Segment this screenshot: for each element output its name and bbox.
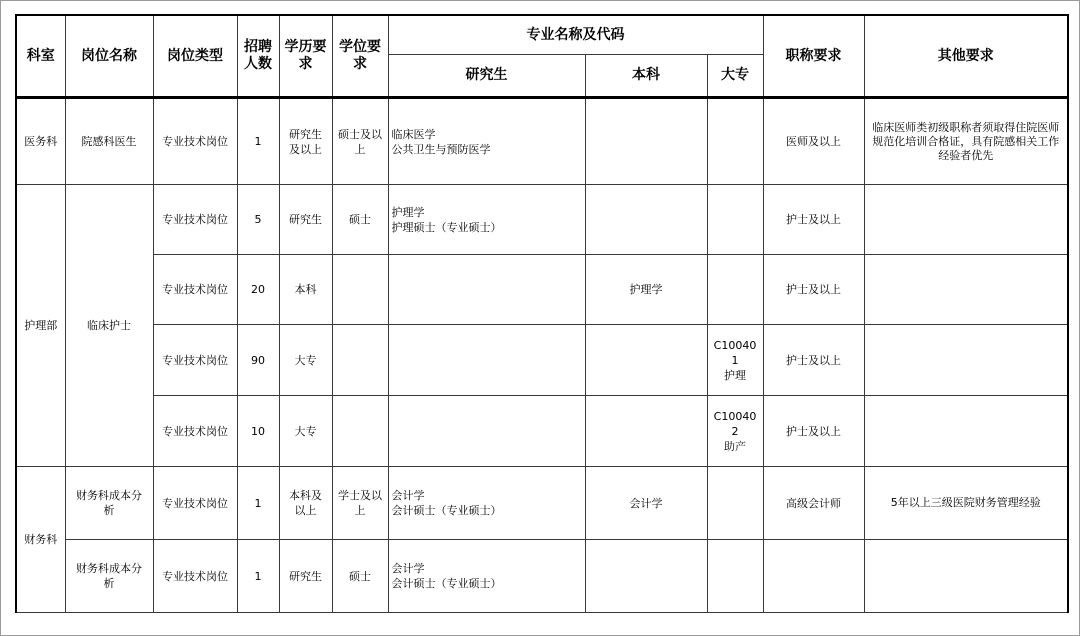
cell-dept: 护理部 [16,185,65,467]
cell-count: 5 [237,185,279,255]
cell-title-req [763,540,864,613]
cell-other-req [864,185,1068,255]
cell-count: 90 [237,325,279,396]
cell-other-req: 5年以上三级医院财务管理经验 [864,467,1068,540]
cell-post-type: 专业技术岗位 [153,325,237,396]
cell-post-type: 专业技术岗位 [153,540,237,613]
header-post-type: 岗位类型 [153,15,237,98]
header-major-college: 大专 [707,55,763,98]
cell-edu: 本科 [279,255,332,325]
header-major-bachelor: 本科 [585,55,707,98]
header-edu: 学历要 求 [279,15,332,98]
cell-major-grad: 会计学 会计硕士（专业硕士） [388,467,585,540]
cell-degree [332,255,388,325]
cell-other-req [864,396,1068,467]
cell-title-req: 护士及以上 [763,325,864,396]
cell-title-req: 医师及以上 [763,98,864,185]
cell-degree: 硕士 [332,540,388,613]
header-major-group: 专业名称及代码 [388,15,763,55]
header-title-req: 职称要求 [763,15,864,98]
cell-major-bachelor: 护理学 [585,255,707,325]
header-count: 招聘 人数 [237,15,279,98]
cell-title-req: 护士及以上 [763,255,864,325]
cell-major-bachelor [585,396,707,467]
cell-other-req [864,255,1068,325]
table-row [16,185,1068,255]
header-dept: 科室 [16,15,65,98]
cell-major-college [707,540,763,613]
cell-major-grad [388,255,585,325]
cell-dept: 医务科 [16,98,65,185]
cell-post-name: 财务科成本分 析 [65,540,153,613]
cell-count: 1 [237,540,279,613]
table-row [16,396,1068,467]
cell-edu: 本科及 以上 [279,467,332,540]
cell-major-college [707,185,763,255]
cell-major-bachelor [585,185,707,255]
cell-major-grad [388,325,585,396]
cell-count: 10 [237,396,279,467]
cell-other-req: 临床医师类初级职称者须取得住院医师规范化培训合格证，具有院感相关工作经验者优先 [864,98,1068,185]
cell-major-bachelor [585,98,707,185]
header-major-grad: 研究生 [388,55,585,98]
cell-major-college [707,467,763,540]
cell-degree: 硕士及以 上 [332,98,388,185]
cell-dept: 财务科 [16,467,65,613]
cell-major-grad: 会计学 会计硕士（专业硕士） [388,540,585,613]
table-row [16,467,1068,540]
cell-count: 20 [237,255,279,325]
table-row [16,255,1068,325]
table-row [16,98,1068,185]
recruitment-table [15,14,1069,613]
cell-major-bachelor: 会计学 [585,467,707,540]
cell-edu: 研究生 [279,540,332,613]
cell-post-type: 专业技术岗位 [153,255,237,325]
header-other-req: 其他要求 [864,15,1068,98]
cell-degree: 学士及以 上 [332,467,388,540]
header-degree: 学位要 求 [332,15,388,98]
cell-post-type: 专业技术岗位 [153,185,237,255]
cell-post-type: 专业技术岗位 [153,396,237,467]
cell-major-college [707,255,763,325]
cell-post-name: 临床护士 [65,185,153,467]
table-row [16,540,1068,613]
cell-count: 1 [237,98,279,185]
cell-post-name: 财务科成本分 析 [65,467,153,540]
header-row-1 [16,15,1068,55]
table-row [16,325,1068,396]
cell-major-grad [388,396,585,467]
cell-major-college [707,98,763,185]
cell-major-grad: 临床医学 公共卫生与预防医学 [388,98,585,185]
cell-degree [332,325,388,396]
cell-count: 1 [237,467,279,540]
cell-major-bachelor [585,540,707,613]
cell-major-college: C100402 助产 [707,396,763,467]
cell-post-type: 专业技术岗位 [153,467,237,540]
cell-major-bachelor [585,325,707,396]
cell-other-req [864,325,1068,396]
cell-major-grad: 护理学 护理硕士（专业硕士） [388,185,585,255]
cell-edu: 研究生 及以上 [279,98,332,185]
cell-title-req: 高级会计师 [763,467,864,540]
cell-degree [332,396,388,467]
cell-edu: 大专 [279,325,332,396]
cell-title-req: 护士及以上 [763,396,864,467]
cell-degree: 硕士 [332,185,388,255]
cell-edu: 研究生 [279,185,332,255]
cell-title-req: 护士及以上 [763,185,864,255]
cell-other-req [864,540,1068,613]
cell-post-type: 专业技术岗位 [153,98,237,185]
header-post-name: 岗位名称 [65,15,153,98]
cell-edu: 大专 [279,396,332,467]
cell-post-name: 院感科医生 [65,98,153,185]
cell-major-college: C100401 护理 [707,325,763,396]
